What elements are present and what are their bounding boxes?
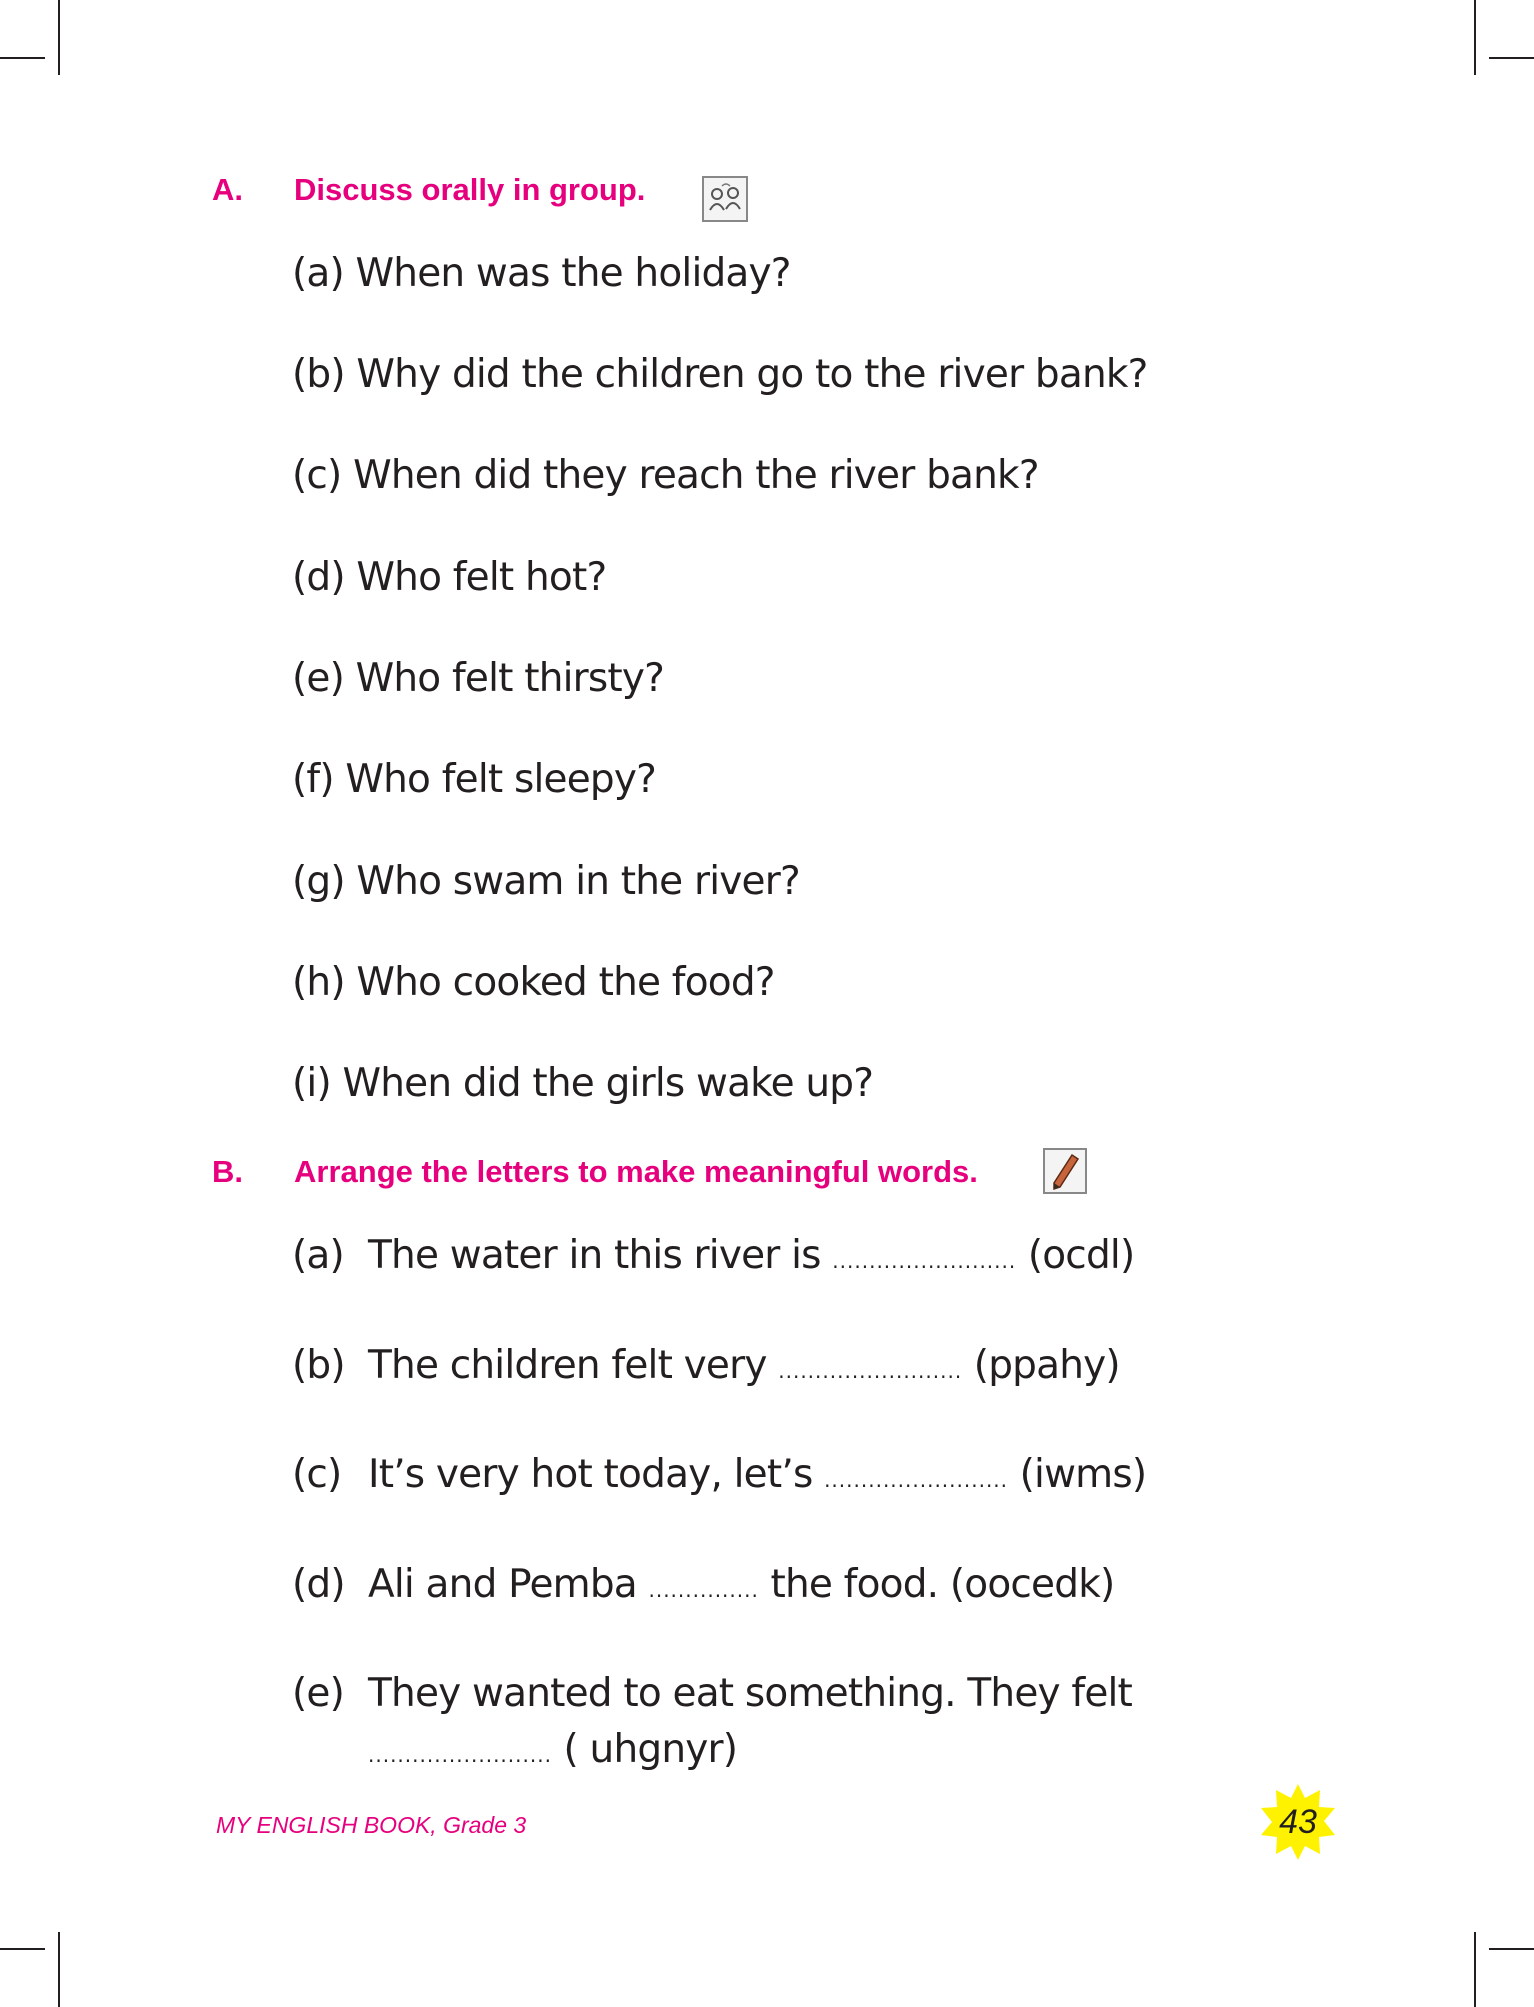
question-g: (g) Who swam in the river? <box>292 859 800 904</box>
question-b: (b) Why did the children go to the river bank? <box>292 352 1148 397</box>
question-d: (d) Who felt hot? <box>292 555 607 600</box>
crop-mark-bottom-left-vertical <box>58 1932 60 2007</box>
exercise-item-label: (a) <box>292 1233 344 1278</box>
crop-mark-bottom-left-horizontal <box>0 1948 45 1950</box>
page-number: 43 <box>1279 1802 1317 1841</box>
section-b-heading <box>212 1147 1112 1197</box>
exercise-item-e-continuation <box>368 1727 738 1772</box>
exercise-item-label: (e) <box>292 1671 345 1716</box>
question-h: (h) Who cooked the food? <box>292 960 775 1005</box>
exercise-item-label: (d) <box>292 1562 345 1607</box>
answer-blank[interactable]: ......................... <box>368 1743 552 1767</box>
pencil-icon <box>1043 1148 1087 1194</box>
answer-blank[interactable]: ......................... <box>832 1249 1017 1273</box>
answer-blank[interactable]: ......................... <box>824 1468 1009 1492</box>
answer-blank[interactable]: ......................... <box>778 1359 963 1383</box>
crop-mark-top-left-horizontal <box>0 57 45 59</box>
exercise-item-b <box>292 1343 1120 1388</box>
answer-blank[interactable]: ............... <box>648 1578 759 1602</box>
exercise-item-a <box>292 1233 1135 1278</box>
scrambled-word: (ocdl) <box>1016 1233 1135 1278</box>
question-i: (i) When did the girls wake up? <box>292 1061 874 1106</box>
exercise-item-label: (b) <box>292 1343 345 1388</box>
scrambled-word: (ppahy) <box>962 1343 1120 1388</box>
crop-mark-top-left-vertical <box>58 0 60 75</box>
section-a-title: Discuss orally in group. <box>294 172 646 207</box>
exercise-item-text: Ali and Pemba <box>368 1562 649 1607</box>
question-e: (e) Who felt thirsty? <box>292 656 665 701</box>
section-b-letter: B. <box>212 1154 243 1189</box>
exercise-item-e <box>292 1671 1133 1716</box>
question-c: (c) When did they reach the river bank? <box>292 453 1039 498</box>
group-discussion-icon <box>702 176 748 222</box>
crop-mark-top-right-vertical <box>1474 0 1476 75</box>
page-number-badge <box>1258 1782 1338 1862</box>
exercise-item-text: It’s very hot today, let’s <box>368 1452 825 1497</box>
scrambled-word: the food. (oocedk) <box>758 1562 1115 1607</box>
section-a-letter: A. <box>212 172 243 207</box>
crop-mark-top-right-horizontal <box>1489 57 1534 59</box>
exercise-item-c <box>292 1452 1147 1497</box>
crop-mark-bottom-right-horizontal <box>1489 1948 1534 1950</box>
book-title-footer: MY ENGLISH BOOK, Grade 3 <box>216 1812 527 1838</box>
scrambled-word: (iwms) <box>1008 1452 1147 1497</box>
exercise-item-d <box>292 1562 1115 1607</box>
exercise-item-label: (c) <box>292 1452 342 1497</box>
exercise-item-text: They wanted to eat something. They felt <box>368 1671 1133 1716</box>
section-b-title: Arrange the letters to make meaningful words. <box>294 1154 978 1189</box>
question-f: (f) Who felt sleepy? <box>292 757 657 802</box>
scrambled-word: ( uhgnyr) <box>551 1727 738 1772</box>
exercise-item-text: The water in this river is <box>368 1233 833 1278</box>
exercise-item-text: The children felt very <box>368 1343 779 1388</box>
question-a: (a) When was the holiday? <box>292 251 791 296</box>
crop-mark-bottom-right-vertical <box>1474 1932 1476 2007</box>
